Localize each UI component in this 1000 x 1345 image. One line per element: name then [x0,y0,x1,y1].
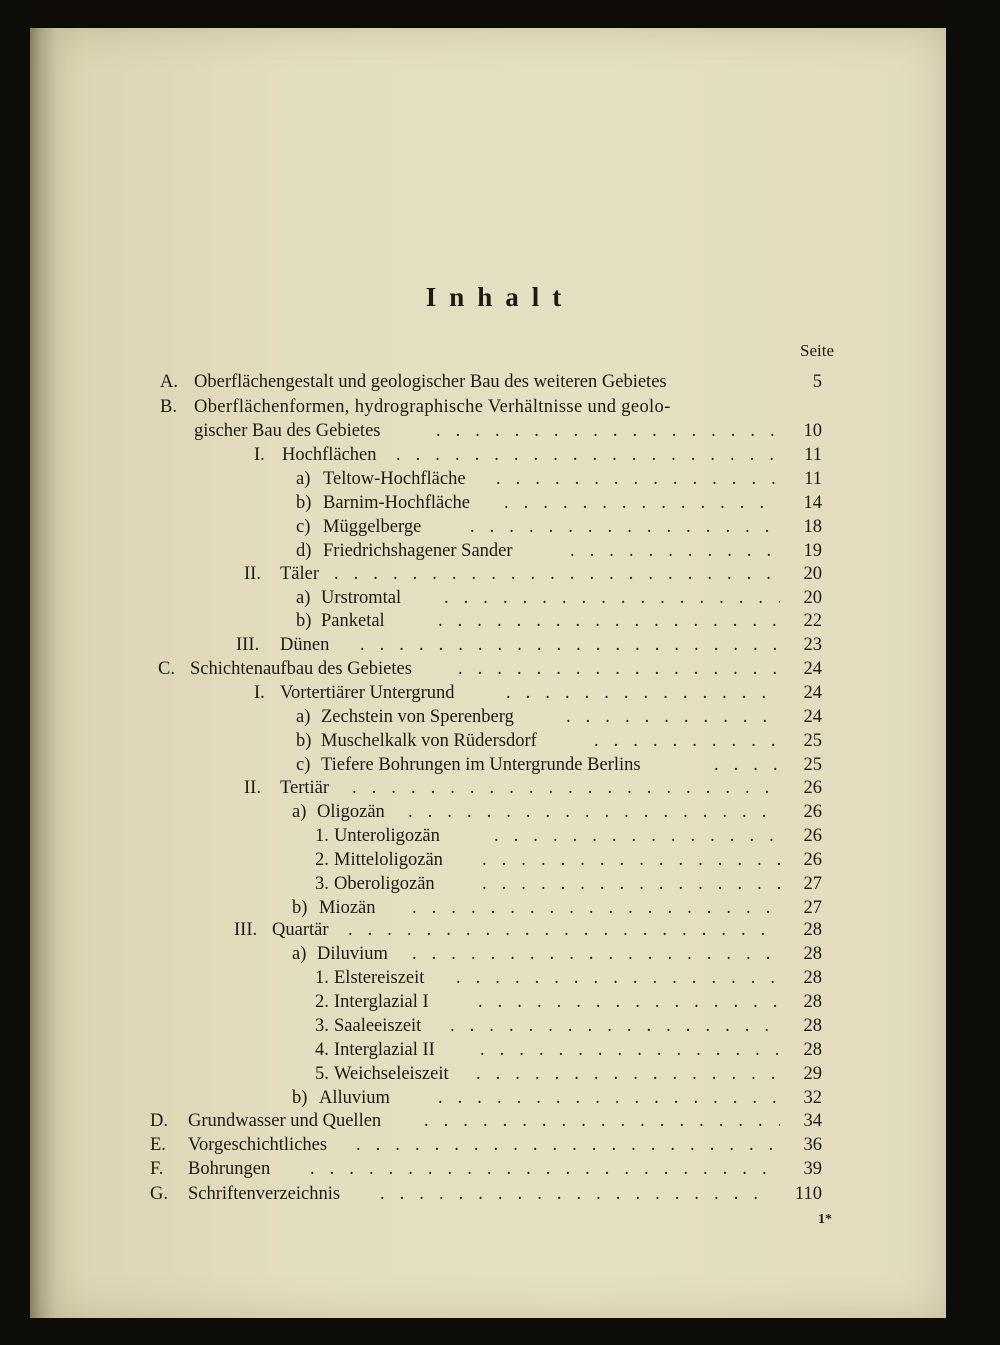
leader-dots [494,824,780,848]
toc-entry-label: Hochflächen [282,445,377,465]
toc-entry-label: Grundwasser und Quellen [188,1111,382,1131]
toc-entry-page: 19 [803,541,822,561]
toc-entry-page: 26 [803,850,822,870]
toc-entry-label: Interglazial I [334,992,429,1012]
toc-entry-page: 36 [803,1135,822,1155]
toc-entry-label: Tiefere Bohrungen im Untergrunde Berlins [321,755,641,775]
page-title: Inhalt [425,282,575,312]
toc-entry-page: 28 [803,944,822,964]
leader-dots [310,1157,780,1181]
toc-entry-page: 26 [803,778,822,798]
toc-entry-page: 10 [803,421,822,441]
toc-entry [0,443,822,467]
toc-entry-label: Oberflächenformen, hydrographische Verhältnisse und geolo- [194,397,671,417]
leader-dots [334,562,780,586]
toc-entry-number: a) [296,469,311,489]
toc-entry-number: b) [292,1088,308,1108]
toc-entry-label: Panketal [321,611,385,631]
toc-entry-page: 24 [803,659,822,679]
toc-entry-number: b) [296,493,312,513]
toc-entry-number: 3. [315,1016,329,1036]
toc-entry-label: Elstereiszeit [334,968,425,988]
toc-entry-number: I. [254,683,265,703]
toc-entry-number: a) [296,588,311,608]
toc-entry [0,800,822,824]
toc-entry-label: Oligozän [317,802,385,822]
toc-entry-label: Tertiär [280,778,330,798]
toc-entry-number: c) [296,755,311,775]
toc-entry-number: II. [244,778,261,798]
leader-dots [476,1062,780,1086]
toc-entry-page: 39 [803,1159,822,1179]
toc-entry [0,491,822,515]
toc-entry [0,942,822,966]
toc-entry-page: 28 [803,920,822,940]
toc-entry-number: d) [296,541,312,561]
toc-entry-label: Urstromtal [321,588,402,608]
toc-entry-label: Unteroligozän [334,826,440,846]
toc-entry-label: Schichtenaufbau des Gebietes [190,659,412,679]
leader-dots [436,419,780,443]
toc-entry-number: a) [292,802,307,822]
toc-entry-label: Dünen [280,635,330,655]
toc-entry-number: 3. [315,874,329,894]
toc-entry [0,539,822,563]
toc-entry-label: Mitteloligozän [334,850,443,870]
toc-entry-label: Oberoligozän [334,874,435,894]
toc-entry-number: III. [234,920,258,940]
toc-entry-number: b) [292,898,308,918]
toc-entry-number: III. [236,635,260,655]
leader-dots [482,872,780,896]
toc-entry-page: 25 [803,755,822,775]
toc-entry-number: 1. [315,968,329,988]
toc-entry-label: Muschelkalk von Rüdersdorf [321,731,537,751]
leader-dots [352,776,780,800]
toc-entry [0,896,822,920]
toc-entry-page: 28 [803,968,822,988]
toc-entry-label: Schriftenverzeichnis [188,1184,341,1204]
toc-entry-number: 2. [315,992,329,1012]
toc-entry [0,776,822,800]
leader-dots [506,681,780,705]
toc-entry [0,872,822,896]
toc-entry-page: 34 [803,1111,822,1131]
toc-entry-page: 110 [794,1184,822,1204]
toc-entry-page: 22 [803,611,822,631]
toc-entry-label: Teltow-Hochfläche [323,469,466,489]
toc-entry-label: Interglazial II [334,1040,435,1060]
toc-entry [0,1086,822,1110]
signature-mark: 1* [818,1212,832,1227]
toc-entry-number: c) [296,517,311,537]
leader-dots [594,729,780,753]
toc-entry-number: II. [244,564,261,584]
toc-entry [0,753,822,777]
toc-entry-label: Quartär [272,920,329,940]
leader-dots [424,1109,780,1133]
toc-entry-number: 1. [315,826,329,846]
toc-entry-page: 24 [803,683,822,703]
toc-entry-label: Friedrichshagener Sander [323,541,513,561]
toc-entry [0,1157,822,1181]
toc-entry-number: b) [296,731,312,751]
toc-entry [0,848,822,872]
toc-entry-page: 28 [803,992,822,1012]
toc-entry [0,609,822,633]
toc-entry-page: 25 [803,731,822,751]
toc-entry-label: Oberflächengestalt und geologischer Bau des weiteren Gebietes [194,372,667,392]
leader-dots [458,657,780,681]
toc-entry-page: 27 [803,898,822,918]
toc-entry [0,633,822,657]
toc-entry [0,824,822,848]
toc-entry-page: 11 [804,469,822,489]
toc-entry [0,1038,822,1062]
toc-entry-label: Saaleeiszeit [334,1016,422,1036]
leader-dots [714,753,780,777]
leader-dots [360,633,780,657]
toc-entry-label: Weichseleiszeit [334,1064,449,1084]
leader-dots [456,966,780,990]
toc-entry-label: Müggelberge [323,517,422,537]
toc-entry-number: b) [296,611,312,631]
toc-entry-page: 29 [803,1064,822,1084]
toc-entry-page: 32 [803,1088,822,1108]
toc-entry-label: Täler [280,564,320,584]
leader-dots [380,1182,770,1206]
leader-dots [504,491,780,515]
toc-entry-number: 5. [315,1064,329,1084]
toc-entry-letter: C. [158,659,175,679]
toc-entry [0,705,822,729]
toc-entry-number: I. [254,445,265,465]
leader-dots [480,1038,780,1062]
toc-entry-page: 14 [803,493,822,513]
toc-entry-page: 20 [803,564,822,584]
toc-entry [0,467,822,491]
toc-entry-letter: F. [150,1159,164,1179]
toc-entry-letter: A. [160,372,178,392]
toc-entry-page: 11 [804,445,822,465]
leader-dots [438,609,780,633]
seite-header: Seite [800,341,834,360]
leader-dots [408,800,780,824]
toc-entry-label: Barnim-Hochfläche [323,493,470,513]
leader-dots [412,896,780,920]
leader-dots [450,1014,780,1038]
toc-entry [0,1062,822,1086]
leader-dots [496,467,780,491]
toc-entry-number: a) [296,707,311,727]
toc-entry [0,562,822,586]
toc-entry [0,586,822,610]
leader-dots [470,515,780,539]
toc-entry-number: a) [292,944,307,964]
toc-entry-letter: E. [150,1135,166,1155]
toc-entry [0,1182,822,1206]
toc-entry [0,395,822,419]
toc-entry [0,419,822,443]
toc-entry-page: 20 [803,588,822,608]
toc-entry [0,918,822,942]
toc-entry-label: Bohrungen [188,1159,271,1179]
toc-entry-number: 2. [315,850,329,870]
toc-entry-label: Miozän [319,898,376,918]
toc-entry-page: 5 [812,372,822,392]
leader-dots [570,539,780,563]
toc-entry-letter: B. [160,397,177,417]
toc-entry-letter: G. [150,1184,168,1204]
toc-entry [0,681,822,705]
leader-dots [566,705,780,729]
toc-entry-number: 4. [315,1040,329,1060]
toc-entry-label: Diluvium [317,944,388,964]
toc-entry [0,1109,822,1133]
toc-entry-page: 24 [803,707,822,727]
leader-dots [444,586,780,610]
leader-dots [438,1086,780,1110]
leader-dots [356,1133,780,1157]
toc-entry-label: Vortertiärer Untergrund [280,683,455,703]
toc-entry-label: Zechstein von Sperenberg [321,707,514,727]
toc-entry [0,729,822,753]
toc-entry-page: 23 [803,635,822,655]
leader-dots [482,848,780,872]
toc-entry [0,966,822,990]
toc-entry-page: 26 [803,826,822,846]
toc-entry-page: 28 [803,1040,822,1060]
toc-entry [0,657,822,681]
toc-entry [0,1014,822,1038]
toc-entry [0,370,822,394]
toc-entry [0,515,822,539]
leader-dots [396,443,780,467]
toc-entry-letter: D. [150,1111,168,1131]
toc-entry-label: gischer Bau des Gebietes [194,421,381,441]
leader-dots [348,918,780,942]
leader-dots [412,942,780,966]
toc-entry-label: Alluvium [319,1088,390,1108]
toc-entry-page: 27 [803,874,822,894]
toc-entry-page: 28 [803,1016,822,1036]
toc-entry-page: 18 [803,517,822,537]
toc-entry-label: Vorgeschichtliches [188,1135,328,1155]
toc-entry-page: 26 [803,802,822,822]
toc-entry [0,990,822,1014]
toc-entry [0,1133,822,1157]
leader-dots [478,990,780,1014]
